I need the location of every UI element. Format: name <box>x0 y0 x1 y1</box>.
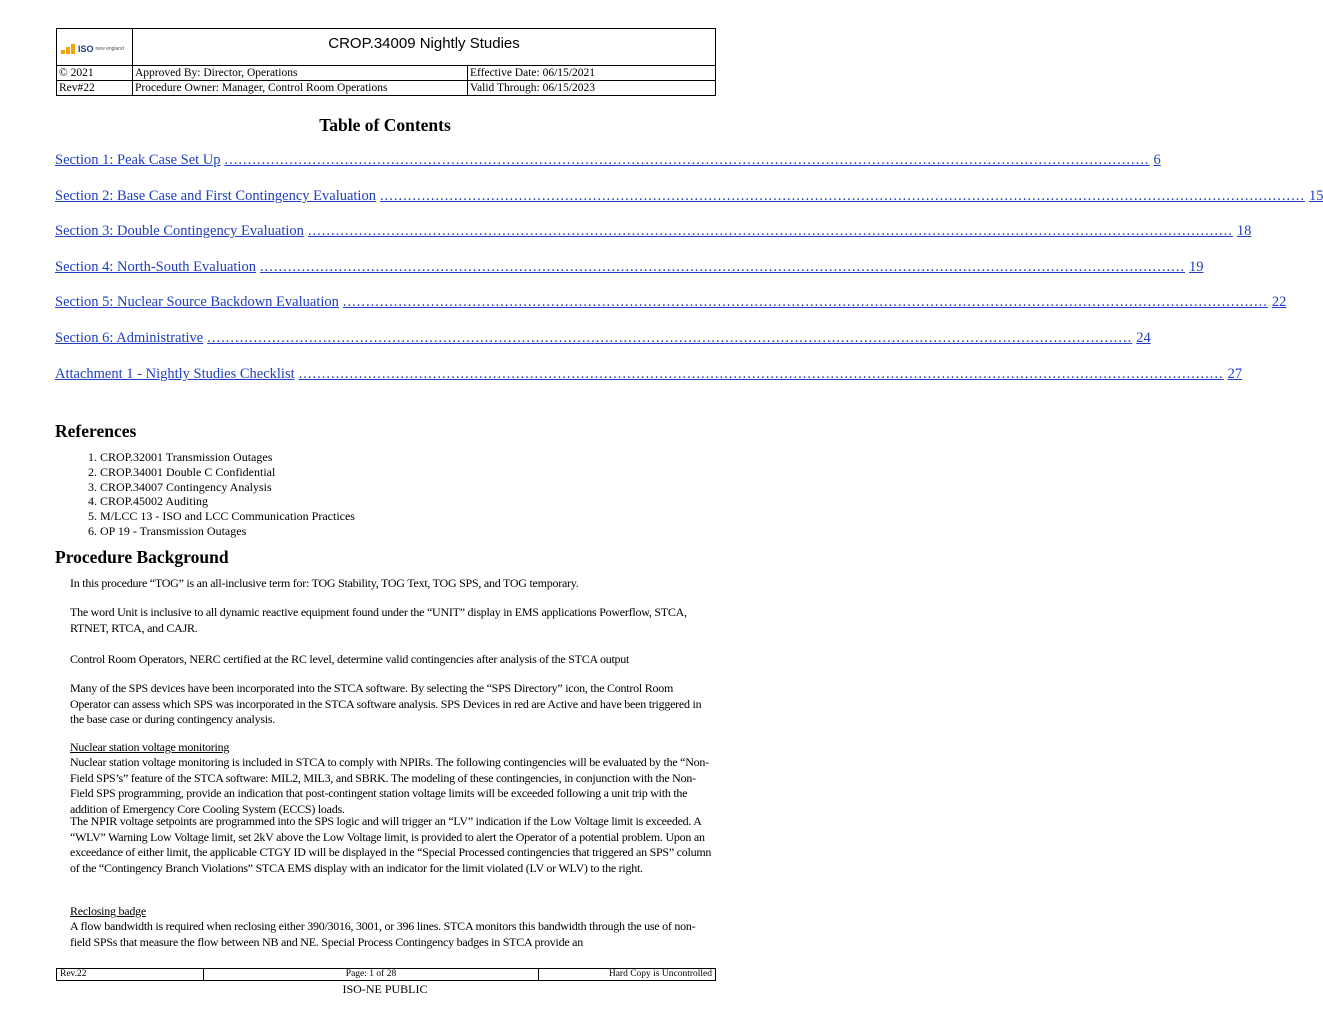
reference-item: 3. CROP.34007 Contingency Analysis <box>100 480 355 495</box>
toc-label: Attachment 1 - Nightly Studies Checklist <box>55 366 295 382</box>
toc-link-section-2[interactable]: Section 2: Base Case and First Contingency Evaluation ........................................................................................................................................................................................................ 15 <box>55 188 1323 204</box>
public-classification: ISO-NE PUBLIC <box>342 982 428 996</box>
effective-date: Effective Date: 06/15/2021 <box>468 66 716 81</box>
reference-item: 1. CROP.32001 Transmission Outages <box>100 450 355 465</box>
background-paragraph-tog: In this procedure “TOG” is an all-inclusive term for: TOG Stability, TOG Text, TOG SPS, and TOG temporary. <box>70 576 579 590</box>
document-header <box>56 28 716 96</box>
toc-link-attachment-1[interactable]: Attachment 1 - Nightly Studies Checklist ........................................................................................................................................................................................................ 27 <box>55 366 1243 382</box>
copyright: © 2021 <box>57 66 133 81</box>
background-paragraph-unit: The word Unit is inclusive to all dynamic reactive equipment found under the “UNIT” display in EMS applications Powerflow, STCA, RTNET, RTCA, and CAJR. <box>70 605 687 635</box>
reference-item: 2. CROP.34001 Double C Confidential <box>100 465 355 480</box>
toc-page: 27 <box>1227 366 1243 382</box>
procedure-background-heading: Procedure Background <box>55 547 229 567</box>
document-footer <box>56 968 716 981</box>
logo-text: ISO <box>78 44 94 54</box>
references-list <box>55 450 355 539</box>
logo-bars-icon <box>61 44 76 54</box>
footer-copy-notice: Hard Copy is Uncontrolled <box>539 969 716 981</box>
footer-page-number: Page: 1 of 28 <box>204 969 539 981</box>
nuclear-monitoring-paragraph-1: Nuclear station voltage monitoring is included in STCA to comply with NPIRs. The following contingencies will be evaluated by the “Non-Field SPS’s” feature of the STCA software: MIL2, MIL3, and SBRK. The modeling of these contingencies, in conjunction with the Non-Field SPS programming, provide an indication that post-contingent station voltage limits will be exceeded following a unit trip with the addition of Emergency Core Cooling System (ECCS) loads. <box>70 755 709 816</box>
approved-by: Approved By: Director, Operations <box>133 66 468 81</box>
document-title: CROP.34009 Nightly Studies <box>133 29 716 66</box>
toc-link-section-5[interactable]: Section 5: Nuclear Source Backdown Evaluation ........................................................................................................................................................................................................ 22 <box>55 294 1287 310</box>
logo-subtext: new england <box>95 46 124 52</box>
nuclear-monitoring-heading: Nuclear station voltage monitoring <box>70 740 230 754</box>
valid-through: Valid Through: 06/15/2023 <box>468 81 716 96</box>
toc-label: Section 4: North-South Evaluation <box>55 259 256 275</box>
logo-cell <box>57 29 133 66</box>
reclosing-badge-paragraph: A flow bandwidth is required when reclosing either 390/3016, 3001, or 396 lines. STCA monitors this bandwidth through the use of non-field SPSs that measure the flow between NB and NE. Special Process Contingency badges in STCA provide an <box>70 919 696 949</box>
toc-link-section-3[interactable]: Section 3: Double Contingency Evaluation ........................................................................................................................................................................................................ 18 <box>55 223 1252 239</box>
toc-label: Section 1: Peak Case Set Up <box>55 152 221 168</box>
footer-revision: Rev.22 <box>57 969 204 981</box>
references-heading: References <box>55 421 137 441</box>
reference-item: 4. CROP.45002 Auditing <box>100 494 355 509</box>
toc-page: 19 <box>1188 259 1204 275</box>
toc-page: 6 <box>1153 152 1161 168</box>
reclosing-badge-heading: Reclosing badge <box>70 904 146 918</box>
revision: Rev#22 <box>57 81 133 96</box>
toc-page: 22 <box>1271 294 1287 310</box>
toc-page: 15 <box>1308 188 1323 204</box>
toc-link-section-1[interactable]: Section 1: Peak Case Set Up ........................................................................................................................................................................................................ 6 <box>55 152 1161 168</box>
toc-label: Section 6: Administrative <box>55 330 204 346</box>
toc-label: Section 5: Nuclear Source Backdown Evaluation <box>55 294 339 310</box>
toc-link-section-6[interactable]: Section 6: Administrative ........................................................................................................................................................................................................ 24 <box>55 330 1151 346</box>
reference-item: 6. OP 19 - Transmission Outages <box>100 524 355 539</box>
procedure-owner: Procedure Owner: Manager, Control Room Operations <box>133 81 468 96</box>
nuclear-monitoring-paragraph-2: The NPIR voltage setpoints are programmed into the SPS logic and will trigger an “LV” indication if the Low Voltage limit is exceeded. A “WLV” Warning Low Voltage limit, set 2kV above the Low Voltage limit, is provided to alert the Operator of a potential problem. Upon an exceedance of either limit, the applicable CTGY ID will be displayed in the “Special Processed contingencies that triggered an SPS” column of the “Contingency Branch Violations” STCA EMS display with an indicator for the limit violated (LV or WLV) to the right. <box>70 814 712 875</box>
background-paragraph-operators: Control Room Operators, NERC certified at the RC level, determine valid contingencies after analysis of the STCA output <box>70 652 630 666</box>
background-paragraph-sps: Many of the SPS devices have been incorporated into the STCA software. By selecting the “SPS Directory” icon, the Control Room Operator can assess which SPS was incorporated in the STCA software analysis. SPS Devices in red are Active and have been triggered in the base case or during contingency analysis. <box>70 681 702 726</box>
toc-page: 18 <box>1236 223 1252 239</box>
reference-item: 5. M/LCC 13 - ISO and LCC Communication Practices <box>100 509 355 524</box>
toc-link-section-4[interactable]: Section 4: North-South Evaluation ........................................................................................................................................................................................................ 19 <box>55 259 1204 275</box>
toc-page: 24 <box>1136 330 1151 346</box>
toc-title: Table of Contents <box>319 115 451 135</box>
toc-label: Section 3: Double Contingency Evaluation <box>55 223 304 239</box>
toc-label: Section 2: Base Case and First Contingency Evaluation <box>55 188 376 204</box>
iso-ne-logo <box>61 42 124 56</box>
